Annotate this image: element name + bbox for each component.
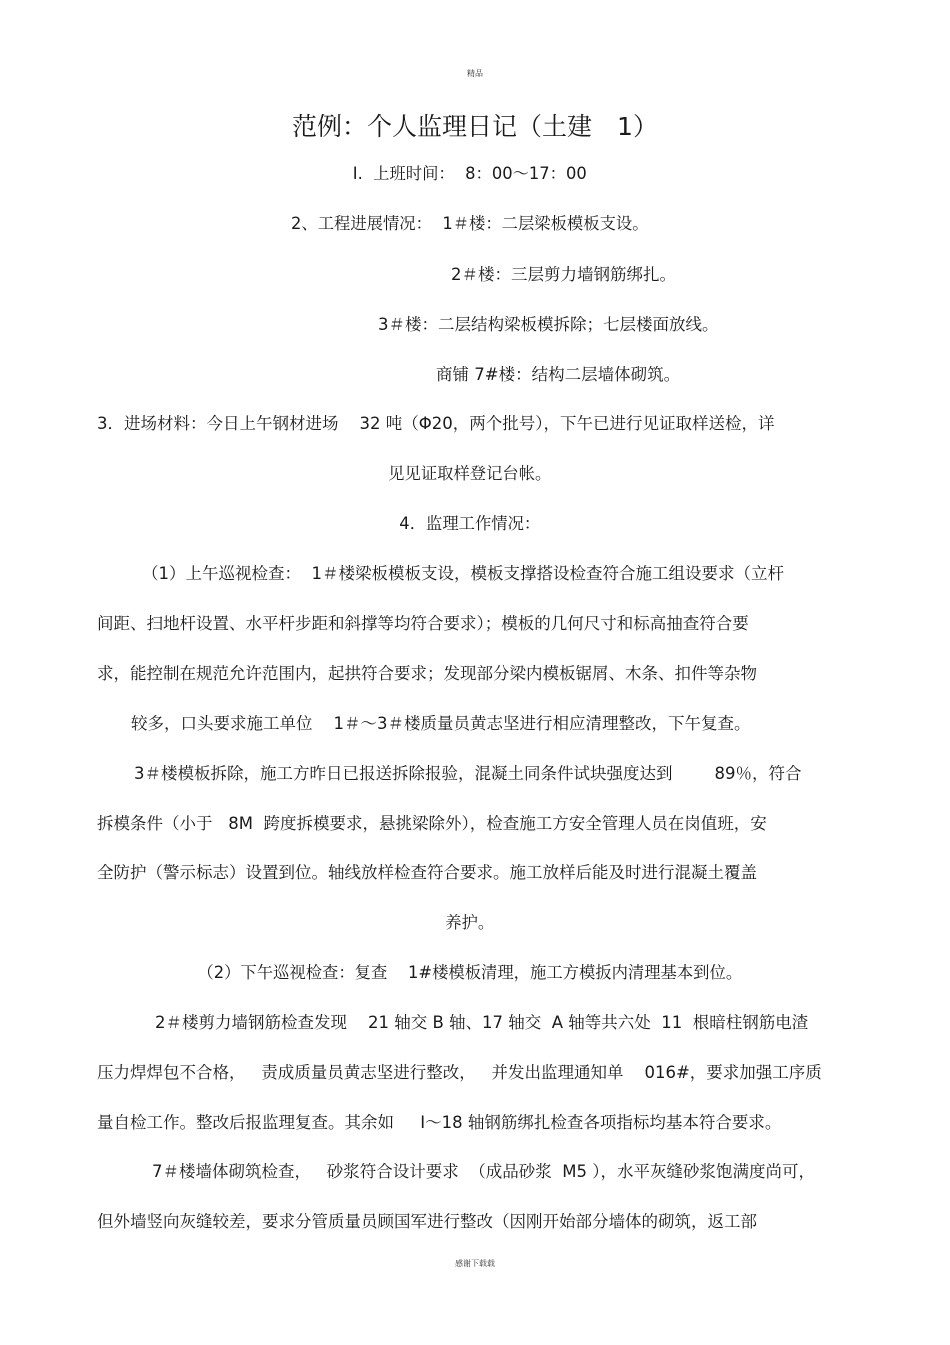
- text-line: 较多，口头要求施工单位 1＃～3＃楼质量员黄志坚进行相应清理整改，下午复查。: [131, 714, 751, 733]
- page-footer: 感谢下载载: [455, 1259, 495, 1268]
- text-line: 2＃楼：三层剪力墙钢筋绑扎。: [451, 265, 676, 284]
- text-line: 商铺 7#楼：结构二层墙体砌筑。: [436, 365, 681, 384]
- text-line: 但外墙竖向灰缝较差，要求分管质量员顾国军进行整改（因刚开始部分墙体的砌筑，返工部: [97, 1212, 757, 1231]
- text-line: （2）下午巡视检查：复查 1#楼模板清理，施工方模扳内清理基本到位。: [197, 963, 743, 982]
- text-line: 2＃楼剪力墙钢筋检查发现 21 轴交 B 轴、17 轴交 A 轴等共六处 11 根暗柱钢筋电渣: [155, 1013, 809, 1032]
- text-line: 全防护（警示标志）设置到位。轴线放样检查符合要求。施工放样后能及时进行混凝土覆盖: [97, 863, 757, 882]
- text-line: 量自检工作。整改后报监理复查。其余如 I～18 轴钢筋绑扎检查各项指标均基本符合要求。: [97, 1113, 782, 1132]
- page-header: 精品: [467, 69, 483, 78]
- text-line: 3．进场材料：今日上午钢材进场 32 吨（Φ20，两个批号），下午已进行见证取样送检，详: [97, 414, 775, 433]
- text-line: I. 上班时间： 8：00～17：00: [352, 164, 587, 183]
- text-line: 养护。: [445, 913, 495, 932]
- text-line: 求，能控制在规范允许范围内，起拱符合要求；发现部分梁内模板锯屑、木条、扣件等杂物: [97, 664, 757, 683]
- text-line: 压力焊焊包不合格， 责成质量员黄志坚进行整改， 并发出监理通知单 016#，要求加强工序质: [97, 1063, 822, 1082]
- text-line: 间距、扫地杆设置、水平杆步距和斜撑等均符合要求）；模板的几何尺寸和标高抽查符合要: [97, 614, 749, 633]
- text-line: 3＃楼：二层结构梁板模拆除；七层楼面放线。: [378, 315, 719, 334]
- text-line: （1）上午巡视检查： 1＃楼梁板模板支设，模板支撑搭设检查符合施工组设要求（立杆: [142, 564, 784, 583]
- text-line: 7＃楼墙体砌筑检查， 砂浆符合设计要求 （成品砂浆 M5 ），水平灰缝砂浆饱满度尚可，: [152, 1162, 815, 1181]
- text-line: 3＃楼模板拆除，施工方昨日已报送拆除报验，混凝土同条件试块强度达到 89％，符合: [134, 764, 802, 783]
- text-line: 4．监理工作情况：: [399, 514, 541, 533]
- document-title: 范例：个人监理日记（土建 1）: [292, 112, 658, 141]
- text-line: 见见证取样登记台帐。: [388, 464, 552, 483]
- text-line: 拆模条件（小于 8M 跨度拆模要求，悬挑梁除外），检查施工方安全管理人员在岗值班，安: [97, 814, 767, 833]
- text-line: 2、工程进展情况： 1＃楼：二层梁板模板支设。: [291, 214, 649, 233]
